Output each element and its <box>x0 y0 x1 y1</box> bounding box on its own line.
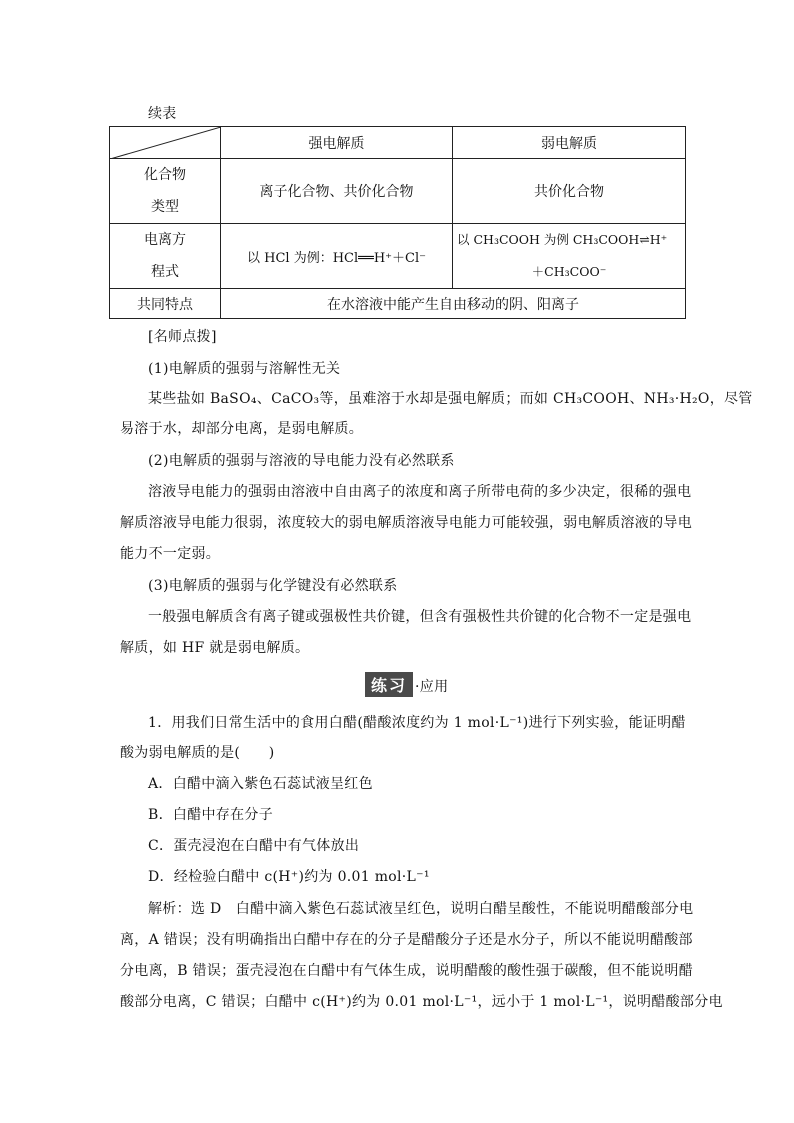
paragraph-line: 解质溶液导电能力很弱，浓度较大的弱电解质溶液导电能力可能较强，弱电解质溶液的导电 <box>120 515 692 531</box>
diagonal-header-cell <box>110 127 221 159</box>
question-line: 1．用我们日常生活中的食用白醋(醋酸浓度约为 1 mol·L⁻¹)进行下列实验，能证明醋 <box>148 715 686 731</box>
table-cell: 共价化合物 <box>453 159 686 224</box>
row-label-line: 化合物 <box>144 167 186 183</box>
equation-line: 以 CH₃COOH 为例 CH₃COOH⇌H⁺ <box>457 232 668 247</box>
equation-line: ＋CH₃COO⁻ <box>531 264 607 279</box>
continued-label: 续表 <box>148 106 177 122</box>
option-a: A．白醋中滴入紫色石蕊试液呈红色 <box>148 776 373 792</box>
paragraph-line: 易溶于水，却部分电离，是弱电解质。 <box>120 421 364 437</box>
row-label-line: 类型 <box>151 199 179 215</box>
tips-heading: [名师点拨] <box>148 329 217 345</box>
row-label-ionization-equation <box>110 224 221 289</box>
answer-line: 离，A 错误；没有明确指出白醋中存在的分子是醋酸分子还是水分子，所以不能说明醋酸部 <box>120 932 693 948</box>
tip-3-title: (3)电解质的强弱与化学键没有必然联系 <box>148 578 398 594</box>
answer-line: 解析：选 D 白醋中滴入紫色石蕊试液呈红色，说明白醋呈酸性，不能说明醋酸部分电 <box>148 901 694 917</box>
paragraph-line: 能力不一定弱。 <box>120 546 221 562</box>
paragraph-line: 一般强电解质含有离子键或强极性共价键，但含有强极性共价键的化合物不一定是强电 <box>148 609 692 625</box>
table-cell: 以 HCl 为例：HCl══H⁺＋Cl⁻ <box>221 224 453 289</box>
option-b: B．白醋中存在分子 <box>148 807 273 823</box>
option-d: D．经检验白醋中 c(H⁺)约为 0.01 mol·L⁻¹ <box>148 869 430 885</box>
table-row <box>110 159 686 224</box>
tip-1-title: (1)电解质的强弱与溶解性无关 <box>148 361 341 377</box>
table-row <box>110 224 686 289</box>
option-c: C．蛋壳浸泡在白醋中有气体放出 <box>148 838 360 854</box>
table-cell <box>453 224 686 289</box>
paragraph-line: 溶液导电能力的强弱由溶液中自由离子的浓度和离子所带电荷的多少决定，很稀的强电 <box>148 484 692 500</box>
practice-section-header <box>365 672 448 697</box>
practice-badge: 练习 <box>365 672 413 697</box>
row-label-compound-type <box>110 159 221 224</box>
table-cell: 在水溶液中能产生自由移动的阴、阳离子 <box>221 289 686 319</box>
row-label-line: 程式 <box>151 264 179 280</box>
paragraph-line: 某些盐如 BaSO₄、CaCO₃等，虽难溶于水却是强电解质；而如 CH₃COOH、NH₃·H₂O，尽管 <box>148 391 753 407</box>
table-header-row <box>110 127 686 159</box>
answer-line: 酸部分电离，C 错误；白醋中 c(H⁺)约为 0.01 mol·L⁻¹，远小于 1 mol·L⁻¹，说明醋酸部分电 <box>120 994 723 1010</box>
header-weak-electrolyte: 弱电解质 <box>453 127 686 159</box>
table-cell: 离子化合物、共价化合物 <box>221 159 453 224</box>
answer-line: 分电离，B 错误；蛋壳浸泡在白醋中有气体生成，说明醋酸的酸性强于碳酸，但不能说明醋 <box>120 963 694 979</box>
practice-suffix: ·应用 <box>415 679 449 695</box>
tip-2-title: (2)电解质的强弱与溶液的导电能力没有必然联系 <box>148 453 455 469</box>
paragraph-line: 解质，如 HF 就是弱电解质。 <box>120 640 310 656</box>
diagonal-line <box>110 127 221 159</box>
row-label-common: 共同特点 <box>110 289 221 319</box>
table-row <box>110 289 686 319</box>
row-label-line: 电离方 <box>144 232 186 248</box>
header-strong-electrolyte: 强电解质 <box>221 127 453 159</box>
question-line: 酸为弱电解质的是( ) <box>120 745 275 761</box>
electrolyte-comparison-table <box>109 126 686 319</box>
